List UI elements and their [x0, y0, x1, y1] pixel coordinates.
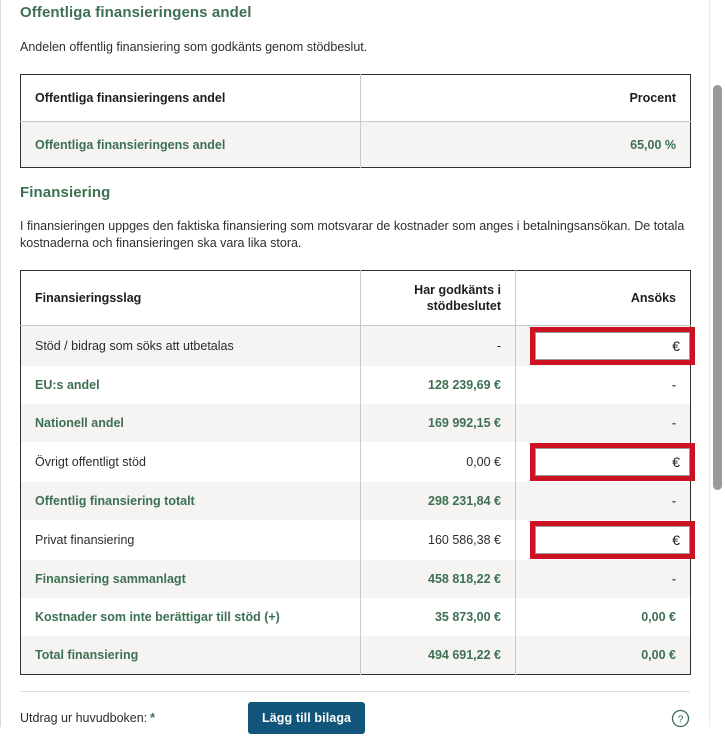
- public-share-section-title: Offentliga finansieringens andel: [20, 4, 252, 21]
- table-row: [21, 482, 691, 520]
- table-row: [21, 598, 691, 636]
- amount-input-error-wrapper: [530, 521, 695, 559]
- financing-row-approved: 128 239,69 €: [361, 366, 516, 404]
- financing-row-approved: 458 818,22 €: [361, 560, 516, 598]
- required-marker: *: [150, 711, 156, 725]
- amount-input-box: [535, 448, 690, 476]
- financing-row-applied-input-cell: [516, 442, 691, 482]
- table-row: [21, 404, 691, 442]
- public-share-header-percent: Procent: [361, 75, 691, 122]
- financing-row-approved: 35 873,00 €: [361, 598, 516, 636]
- financing-row-approved: -: [361, 326, 516, 367]
- financing-description: I finansieringen uppges den faktiska finansiering som motsvarar de kostnader som anges i betalningsansökan. De totala kostnaderna och finansieringen ska vara lika stora.: [20, 219, 685, 250]
- financing-row-label: Total finansiering: [21, 636, 361, 675]
- financing-header-applied: Ansöks: [516, 271, 691, 326]
- vertical-scrollbar-thumb[interactable]: [713, 85, 722, 490]
- table-row: [21, 560, 691, 598]
- financing-row-applied: -: [516, 482, 691, 520]
- vertical-scrollbar-track[interactable]: [709, 0, 725, 727]
- question-mark-circle-icon[interactable]: [671, 709, 690, 728]
- financing-row-label: Offentlig finansiering totalt: [21, 482, 361, 520]
- financing-row-approved: 160 586,38 €: [361, 520, 516, 560]
- euro-symbol-icon: €: [672, 454, 680, 470]
- euro-symbol-icon: €: [672, 338, 680, 354]
- table-row: [21, 326, 691, 367]
- financing-section-title: Finansiering: [20, 184, 111, 201]
- table-row: [21, 122, 691, 168]
- attachment-row: [20, 692, 690, 744]
- table-row: [21, 366, 691, 404]
- financing-row-approved: 0,00 €: [361, 442, 516, 482]
- amount-input-box: [535, 332, 690, 360]
- financing-row-label: Övrigt offentligt stöd: [21, 442, 361, 482]
- financing-table: [20, 270, 691, 675]
- amount-input-box: [535, 526, 690, 554]
- add-attachment-button[interactable]: Lägg till bilaga: [248, 702, 365, 734]
- financing-row-applied: -: [516, 366, 691, 404]
- financing-row-label: Privat finansiering: [21, 520, 361, 560]
- financing-row-label: Finansiering sammanlagt: [21, 560, 361, 598]
- financing-row-approved: 169 992,15 €: [361, 404, 516, 442]
- euro-symbol-icon: €: [672, 532, 680, 548]
- table-row: [21, 442, 691, 482]
- attachment-label: [20, 711, 248, 725]
- table-header-row: [21, 75, 691, 122]
- financing-row-approved: 494 691,22 €: [361, 636, 516, 675]
- amount-input-error-wrapper: [530, 443, 695, 481]
- table-row: [21, 520, 691, 560]
- public-share-description: Andelen offentlig finansiering som godkänts genom stödbeslut.: [20, 40, 368, 54]
- table-row: [21, 636, 691, 675]
- financing-row-applied: 0,00 €: [516, 598, 691, 636]
- attachment-label-text: Utdrag ur huvudboken:: [20, 711, 148, 725]
- financing-row-label: EU:s andel: [21, 366, 361, 404]
- public-share-row-value: 65,00 %: [361, 122, 691, 168]
- financing-row-label: Stöd / bidrag som söks att utbetalas: [21, 326, 361, 367]
- public-share-header-type: Offentliga finansieringens andel: [21, 75, 361, 122]
- table-header-row: [21, 271, 691, 326]
- public-share-table: [20, 74, 691, 168]
- amount-input[interactable]: [542, 455, 666, 469]
- financing-row-applied-input-cell: [516, 520, 691, 560]
- financing-row-applied: -: [516, 404, 691, 442]
- financing-row-applied-input-cell: [516, 326, 691, 367]
- financing-row-label: Nationell andel: [21, 404, 361, 442]
- public-share-row-label: Offentliga finansieringens andel: [21, 122, 361, 168]
- financing-header-type: Finansieringsslag: [21, 271, 361, 326]
- amount-input-error-wrapper: [530, 327, 695, 365]
- amount-input[interactable]: [542, 339, 666, 353]
- financing-row-applied: -: [516, 560, 691, 598]
- amount-input[interactable]: [542, 533, 666, 547]
- svg-text:?: ?: [677, 712, 684, 725]
- financing-row-applied: 0,00 €: [516, 636, 691, 675]
- financing-table-body: [21, 326, 691, 675]
- financing-row-label: Kostnader som inte berättigar till stöd (+): [21, 598, 361, 636]
- financing-row-approved: 298 231,84 €: [361, 482, 516, 520]
- financing-header-approved: Har godkänts i stödbeslutet: [361, 271, 516, 326]
